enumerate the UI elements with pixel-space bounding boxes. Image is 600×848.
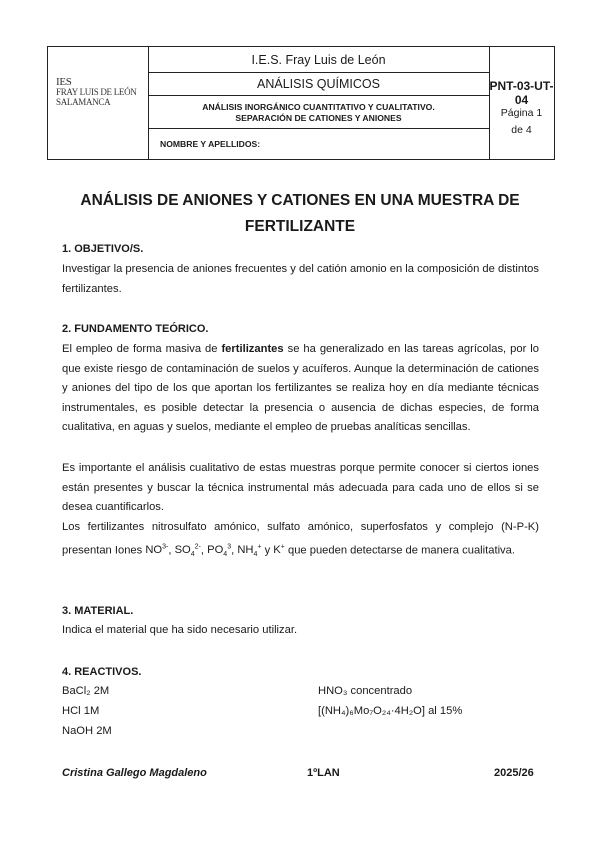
reagents-right-list [318, 681, 462, 721]
section-1-heading: 1. OBJETIVO/S. [62, 243, 144, 255]
keyword-fertilizantes: fertilizantes [221, 343, 284, 355]
reagents-left-list [62, 681, 112, 741]
ion-sulfate: $SO_4^{2-}$ [174, 543, 201, 559]
footer-year: 2025/26 [494, 767, 534, 779]
section-2-paragraph-1: El empleo de forma masiva de fertilizantes se ha generalizado en las tareas agrícolas, por lo que existe riesgo de contaminación de suelos y acuíferos. Aunque la determinación de cationes y aniones del tipo de los que aportan los fertilizantes se realiza hoy en día mediante técnicas instrumentales, es posible detectar la presencia o ausencia de dichas especies, de forma cualitativa, en aguas y suelos, mediante el empleo de pruebas analíticas sencillas. [62, 343, 539, 433]
reagent-item: HNO₃ concentrado [318, 685, 413, 697]
header-right [489, 47, 554, 159]
subject-line-2: SEPARACIÓN DE CATIONES Y ANIONES [235, 113, 402, 123]
ion-ammonium: $NH_4^+$ [237, 543, 262, 559]
section-2-paragraph-3: Los fertilizantes nitrosulfato amónico, sulfato amónico, superfosfatos y complejo (N-P-K) presentan Iones $NO^{3-}$, $SO_4^{2-}$, $PO_4^3$, $NH_4^+$ y K+ que pueden detectarse de manera cualitativa. [62, 521, 539, 559]
document-code: PNT-03-UT-04 [489, 79, 554, 107]
section-2-paragraph-2: Es importante el análisis cualitativo de estas muestras porque permite conocer si ciertos iones están presentes y buscar la técnica instrumental más adecuada para cada uno de ellos si se desea cuantificarlos. [62, 462, 539, 513]
section-3-heading: 3. MATERIAL. [62, 605, 134, 617]
reagent-item: BaCl₂ 2M [62, 685, 110, 697]
reagent-item: HCl 1M [62, 705, 100, 717]
subject [148, 96, 489, 129]
logo-lettering [56, 77, 137, 107]
department: ANÁLISIS QUÍMICOS [148, 73, 489, 96]
title-line-1: ANÁLISIS DE ANIONES Y CATIONES EN UNA MUESTRA DE [80, 192, 520, 209]
reagent-item: NaOH 2M [62, 725, 112, 737]
section-1-text: Investigar la presencia de aniones frecuentes y del catión amonio en la composición de distintos fertilizantes. [62, 263, 539, 295]
logo-line-2: FRAY LUIS DE LEÓN [56, 87, 137, 97]
subject-line-1: ANÁLISIS INORGÁNICO CUANTITATIVO Y CUALITATIVO. [202, 102, 435, 112]
page-total: de 4 [511, 124, 532, 136]
logo-line-1: IES [56, 76, 72, 88]
title-line-2: FERTILIZANTE [244, 218, 356, 235]
document-title [60, 188, 540, 240]
school-name: I.E.S. Fray Luis de León [148, 47, 489, 73]
ion-phosphate: $PO_4^3$ [207, 543, 232, 559]
reagent-item: [(NH₄)₆Mo₇O₂₄·4H₂O] al 15% [318, 705, 463, 717]
page-number [489, 105, 554, 139]
ion-nitrate: $NO^{3-}$ [145, 543, 169, 557]
section-4-heading: 4. REACTIVOS. [62, 666, 142, 678]
logo-line-3: SALAMANCA [56, 97, 111, 107]
page-label: Página 1 [500, 107, 543, 119]
name-field-label: NOMBRE Y APELLIDOS: [160, 139, 261, 149]
footer-course: 1ºLAN [307, 767, 340, 779]
header-center [148, 47, 490, 159]
footer-author: Cristina Gallego Magdaleno [62, 767, 207, 779]
school-logo [48, 47, 149, 159]
header-table [47, 46, 555, 160]
ion-potassium: K+ [273, 543, 285, 557]
section-2-heading: 2. FUNDAMENTO TEÓRICO. [62, 323, 209, 335]
section-3-text: Indica el material que ha sido necesario utilizar. [62, 624, 298, 636]
